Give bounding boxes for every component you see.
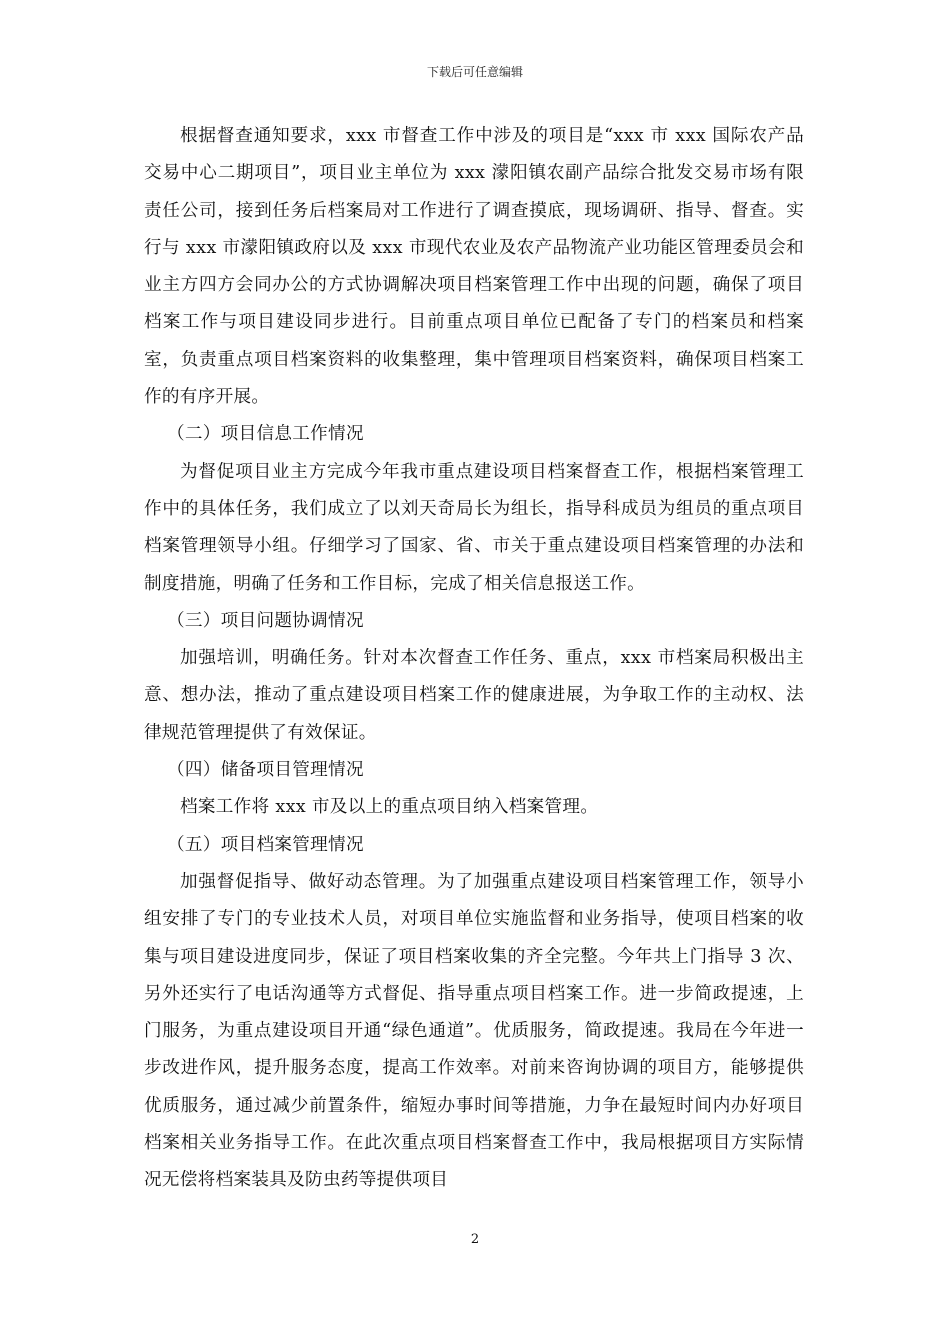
page-header: 下载后可任意编辑 — [426, 65, 523, 79]
section-heading-coordination: （三）项目问题协调情况 — [167, 610, 364, 631]
section-heading-info-work: （二）项目信息工作情况 — [167, 424, 364, 445]
document-body — [144, 118, 804, 1200]
paragraph-coordination: 加强培训，明确任务。针对本次督查工作任务、重点，xxx 市档案局积极出主意、想办法，推动了重点建设项目档案工作的健康进展，为争取工作的主动权、法律规范管理提供了有效保证。 — [144, 648, 804, 743]
paragraph-info-work: 为督促项目业主方完成今年我市重点建设项目档案督查工作，根据档案管理工作中的具体任务，我们成立了以刘天奇局长为组长，指导科成员为组员的重点项目档案管理领导小组。仔细学习了国家、省、市关于重点建设项目档案管理的办法和制度措施，明确了任务和工作目标，完成了相关信息报送工作。 — [144, 461, 804, 594]
paragraph-reserve-projects: 档案工作将 xxx 市及以上的重点项目纳入档案管理。 — [180, 797, 599, 818]
paragraph-archive-management: 加强督促指导、做好动态管理。为了加强重点建设项目档案管理工作，领导小组安排了专门的专业技术人员，对项目单位实施监督和业务指导，使项目档案的收集与项目建设进度同步，保证了项目档案收集的齐全完整。今年共上门指导 3 次、另外还实行了电话沟通等方式督促、指导重点项目档案工作。进一步简政提速，上门服务，为重点建设项目开通“绿色通道”。优质服务，简政提速。我局在今年进一步改进作风，提升服务态度，提高工作效率。对前来咨询协调的项目方，能够提供优质服务，通过减少前置条件，缩短办事时间等措施，力争在最短时间内办好项目档案相关业务指导工作。在此次重点项目档案督查工作中，我局根据项目方实际情况无偿将档案装具及防虫药等提供项目 — [144, 871, 804, 1191]
section-heading-archive-management: （五）项目档案管理情况 — [167, 834, 364, 855]
page-number: 2 — [470, 1232, 480, 1247]
section-heading-reserve-projects: （四）储备项目管理情况 — [167, 760, 364, 781]
paragraph-supervision-project: 根据督查通知要求，xxx 市督查工作中涉及的项目是“xxx 市 xxx 国际农产品交易中心二期项目”，项目业主单位为 xxx 濛阳镇农副产品综合批发交易市场有限责任公司，接到任务后档案局对工作进行了调查摸底，现场调研、指导、督查。实行与 xxx 市濛阳镇政府以及 xxx 市现代农业及农产品物流产业功能区管理委员会和业主方四方会同办公的方式协调解决项目档案管理工作中出现的问题，确保了项目档案工作与项目建设同步进行。目前重点项目单位已配备了专门的档案员和档案室，负责重点项目档案资料的收集整理，集中管理项目档案资料，确保项目档案工作的有序开展。 — [144, 126, 804, 408]
